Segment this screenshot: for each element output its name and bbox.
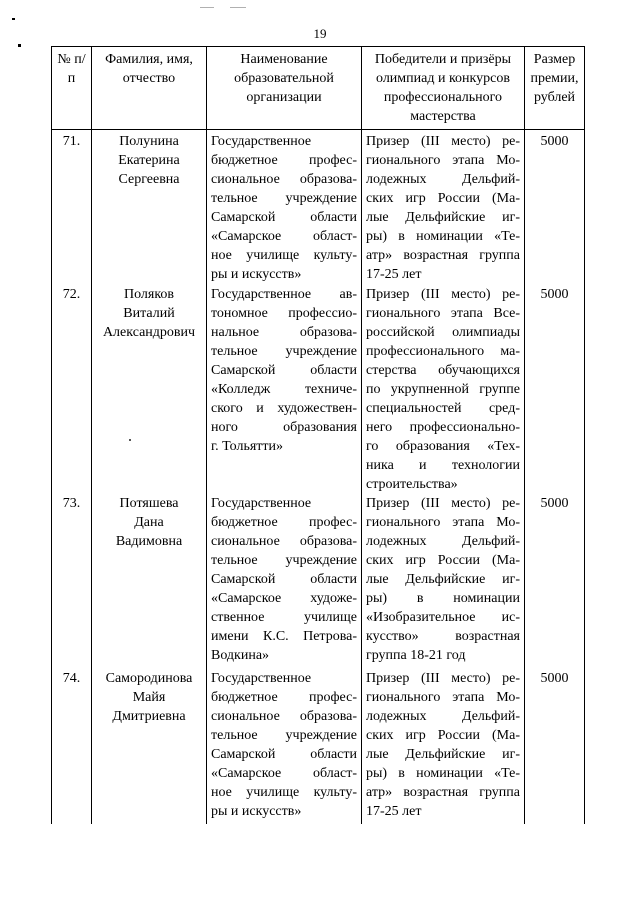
- prize-amount: 5000: [525, 669, 585, 824]
- achievement-line: атр» возрастная группа: [366, 784, 520, 800]
- achievement: [362, 494, 525, 669]
- achievement-line: Призер (III место) ре-: [366, 495, 520, 511]
- organization-line: ного образования: [211, 419, 357, 435]
- achievement-line: гионального этапа Мо-: [366, 153, 520, 168]
- organization-line: сиональное образова-: [211, 172, 357, 187]
- organization-line: тономное профессио-: [211, 305, 357, 321]
- achievement-line: лые Дельфийские иг-: [366, 210, 520, 225]
- prize-amount: 5000: [525, 494, 585, 669]
- prize-amount: 5000: [525, 130, 585, 285]
- achievement-line: кусство» возрастная: [366, 628, 520, 644]
- achievement-line: ры) в номинации «Те-: [366, 765, 520, 781]
- header-num: № п/п: [52, 47, 92, 130]
- achievement-line: атр» возрастная группа: [366, 248, 520, 263]
- organization-line: Самарской области: [211, 210, 357, 225]
- page-number: 19: [313, 26, 327, 41]
- organization-line: Самарской области: [211, 571, 357, 587]
- organization-line: тельное учреждение: [211, 191, 357, 206]
- name-line: Сергеевна: [118, 172, 180, 187]
- organization-line: нальное образова-: [211, 324, 357, 340]
- achievement-line: лодежных Дельфий-: [366, 533, 520, 549]
- achievement-line: лые Дельфийские иг-: [366, 571, 520, 587]
- name-line: Самородинова: [105, 670, 193, 686]
- organization-line: Государственное: [211, 495, 312, 511]
- table-row: [52, 669, 585, 824]
- achievement-line: по укрупненной группе: [366, 381, 520, 397]
- organization-line: тельное учреждение: [211, 727, 357, 743]
- row-number: 72.: [52, 285, 92, 494]
- achievement-line: «Изобразительное ис-: [366, 609, 520, 625]
- organization-line: Самарской области: [211, 746, 357, 762]
- name-line: Потяшева: [119, 495, 179, 511]
- organization: [207, 285, 362, 494]
- scan-mark: [200, 7, 214, 8]
- scan-dot: [18, 44, 21, 47]
- organization-line: Государственное: [211, 134, 312, 149]
- table-row: [52, 130, 585, 285]
- name-line: Виталий: [123, 305, 175, 321]
- organization-line: ры и искусств»: [211, 803, 302, 819]
- achievement: [362, 130, 525, 285]
- organization-line: ственное училище: [211, 609, 357, 625]
- organization-line: «Самарское област-: [211, 229, 357, 244]
- organization-line: «Самарское област-: [211, 765, 357, 781]
- person-name: [92, 285, 207, 494]
- achievement-line: Призер (III место) ре-: [366, 134, 520, 149]
- table-row: [52, 285, 585, 494]
- organization-line: «Колледж техниче-: [211, 381, 357, 397]
- organization-line: г. Тольятти»: [211, 438, 284, 454]
- organization-line: Государственное: [211, 670, 312, 686]
- achievement-line: стерства обучающихся: [366, 362, 520, 378]
- achievement-line: гионального этапа Мо-: [366, 514, 520, 530]
- achievement-line: 17-25 лет: [366, 803, 422, 819]
- achievement-line: строительства»: [366, 476, 458, 492]
- name-line: Екатерина: [118, 153, 180, 168]
- achievement-line: гионального этапа Мо-: [366, 689, 520, 705]
- achievement-line: 17-25 лет: [366, 267, 422, 282]
- organization-line: тельное учреждение: [211, 343, 357, 359]
- achievement: [362, 285, 525, 494]
- table-row: [52, 494, 585, 669]
- achievement-line: ника и технологии: [366, 457, 520, 473]
- organization: [207, 669, 362, 824]
- achievement-line: него профессионально-: [366, 419, 520, 435]
- organization-line: ное училище культу-: [211, 784, 357, 800]
- organization: [207, 130, 362, 285]
- name-line: Вадимовна: [115, 533, 183, 549]
- achievement-line: группа 18-21 год: [366, 647, 466, 663]
- organization-line: бюджетное профес-: [211, 689, 357, 705]
- organization-line: ное училище культу-: [211, 248, 357, 263]
- awards-table: [51, 46, 585, 824]
- achievement-line: специальностей сред-: [366, 400, 520, 416]
- organization-line: имени К.С. Петрова-: [211, 628, 357, 644]
- achievement-line: Призер (III место) ре-: [366, 670, 520, 686]
- table-header-row: [52, 47, 585, 130]
- achievement-line: лодежных Дельфий-: [366, 172, 520, 187]
- achievement-line: российской олимпиады: [366, 324, 520, 340]
- achievement-line: лодежных Дельфий-: [366, 708, 520, 724]
- organization-line: сиональное образова-: [211, 533, 357, 549]
- name-line: Майя: [132, 689, 166, 705]
- organization-line: ры и искусств»: [211, 267, 302, 282]
- organization-line: тельное учреждение: [211, 552, 357, 568]
- organization-line: ского и художествен-: [211, 400, 357, 416]
- achievement-line: ских игр России (Ма-: [366, 191, 520, 206]
- name-line: Полунина: [119, 134, 179, 149]
- person-name: [92, 494, 207, 669]
- achievement-line: профессионального ма-: [366, 343, 520, 359]
- header-name: Фамилия, имя, отчество: [92, 47, 207, 130]
- organization: [207, 494, 362, 669]
- organization-line: Самарской области: [211, 362, 357, 378]
- header-achievement: Победители и призёры олимпиад и конкурсов профессионального мастерства: [362, 47, 525, 130]
- scan-dot: [12, 18, 15, 20]
- achievement-line: ры) в номинации: [366, 590, 520, 606]
- organization-line: сиональное образова-: [211, 708, 357, 724]
- person-name: [92, 130, 207, 285]
- achievement: [362, 669, 525, 824]
- achievement-line: Призер (III место) ре-: [366, 286, 520, 302]
- header-organization: Наименование образовательной организации: [207, 47, 362, 130]
- name-line: Дана: [134, 514, 164, 530]
- row-number: 71.: [52, 130, 92, 285]
- row-number: 74.: [52, 669, 92, 824]
- table-body: [52, 130, 585, 824]
- name-line: Александрович: [102, 324, 196, 340]
- achievement-line: ры) в номинации «Те-: [366, 229, 520, 244]
- organization-line: бюджетное профес-: [211, 153, 357, 168]
- organization-line: «Самарское художе-: [211, 590, 357, 606]
- name-line: Дмитриевна: [112, 708, 186, 724]
- achievement-line: ских игр России (Ма-: [366, 727, 520, 743]
- achievement-line: го образования «Тех-: [366, 438, 520, 454]
- name-line: Поляков: [123, 286, 175, 302]
- header-prize: Размер премии, рублей: [525, 47, 585, 130]
- achievement-line: гионального этапа Все-: [366, 305, 520, 321]
- prize-amount: 5000: [525, 285, 585, 494]
- row-number: 73.: [52, 494, 92, 669]
- scan-mark: [230, 7, 246, 8]
- organization-line: Водкина»: [211, 647, 270, 663]
- organization-line: Государственное ав-: [211, 286, 357, 302]
- organization-line: бюджетное профес-: [211, 514, 357, 530]
- achievement-line: ских игр России (Ма-: [366, 552, 520, 568]
- achievement-line: лые Дельфийские иг-: [366, 746, 520, 762]
- person-name: [92, 669, 207, 824]
